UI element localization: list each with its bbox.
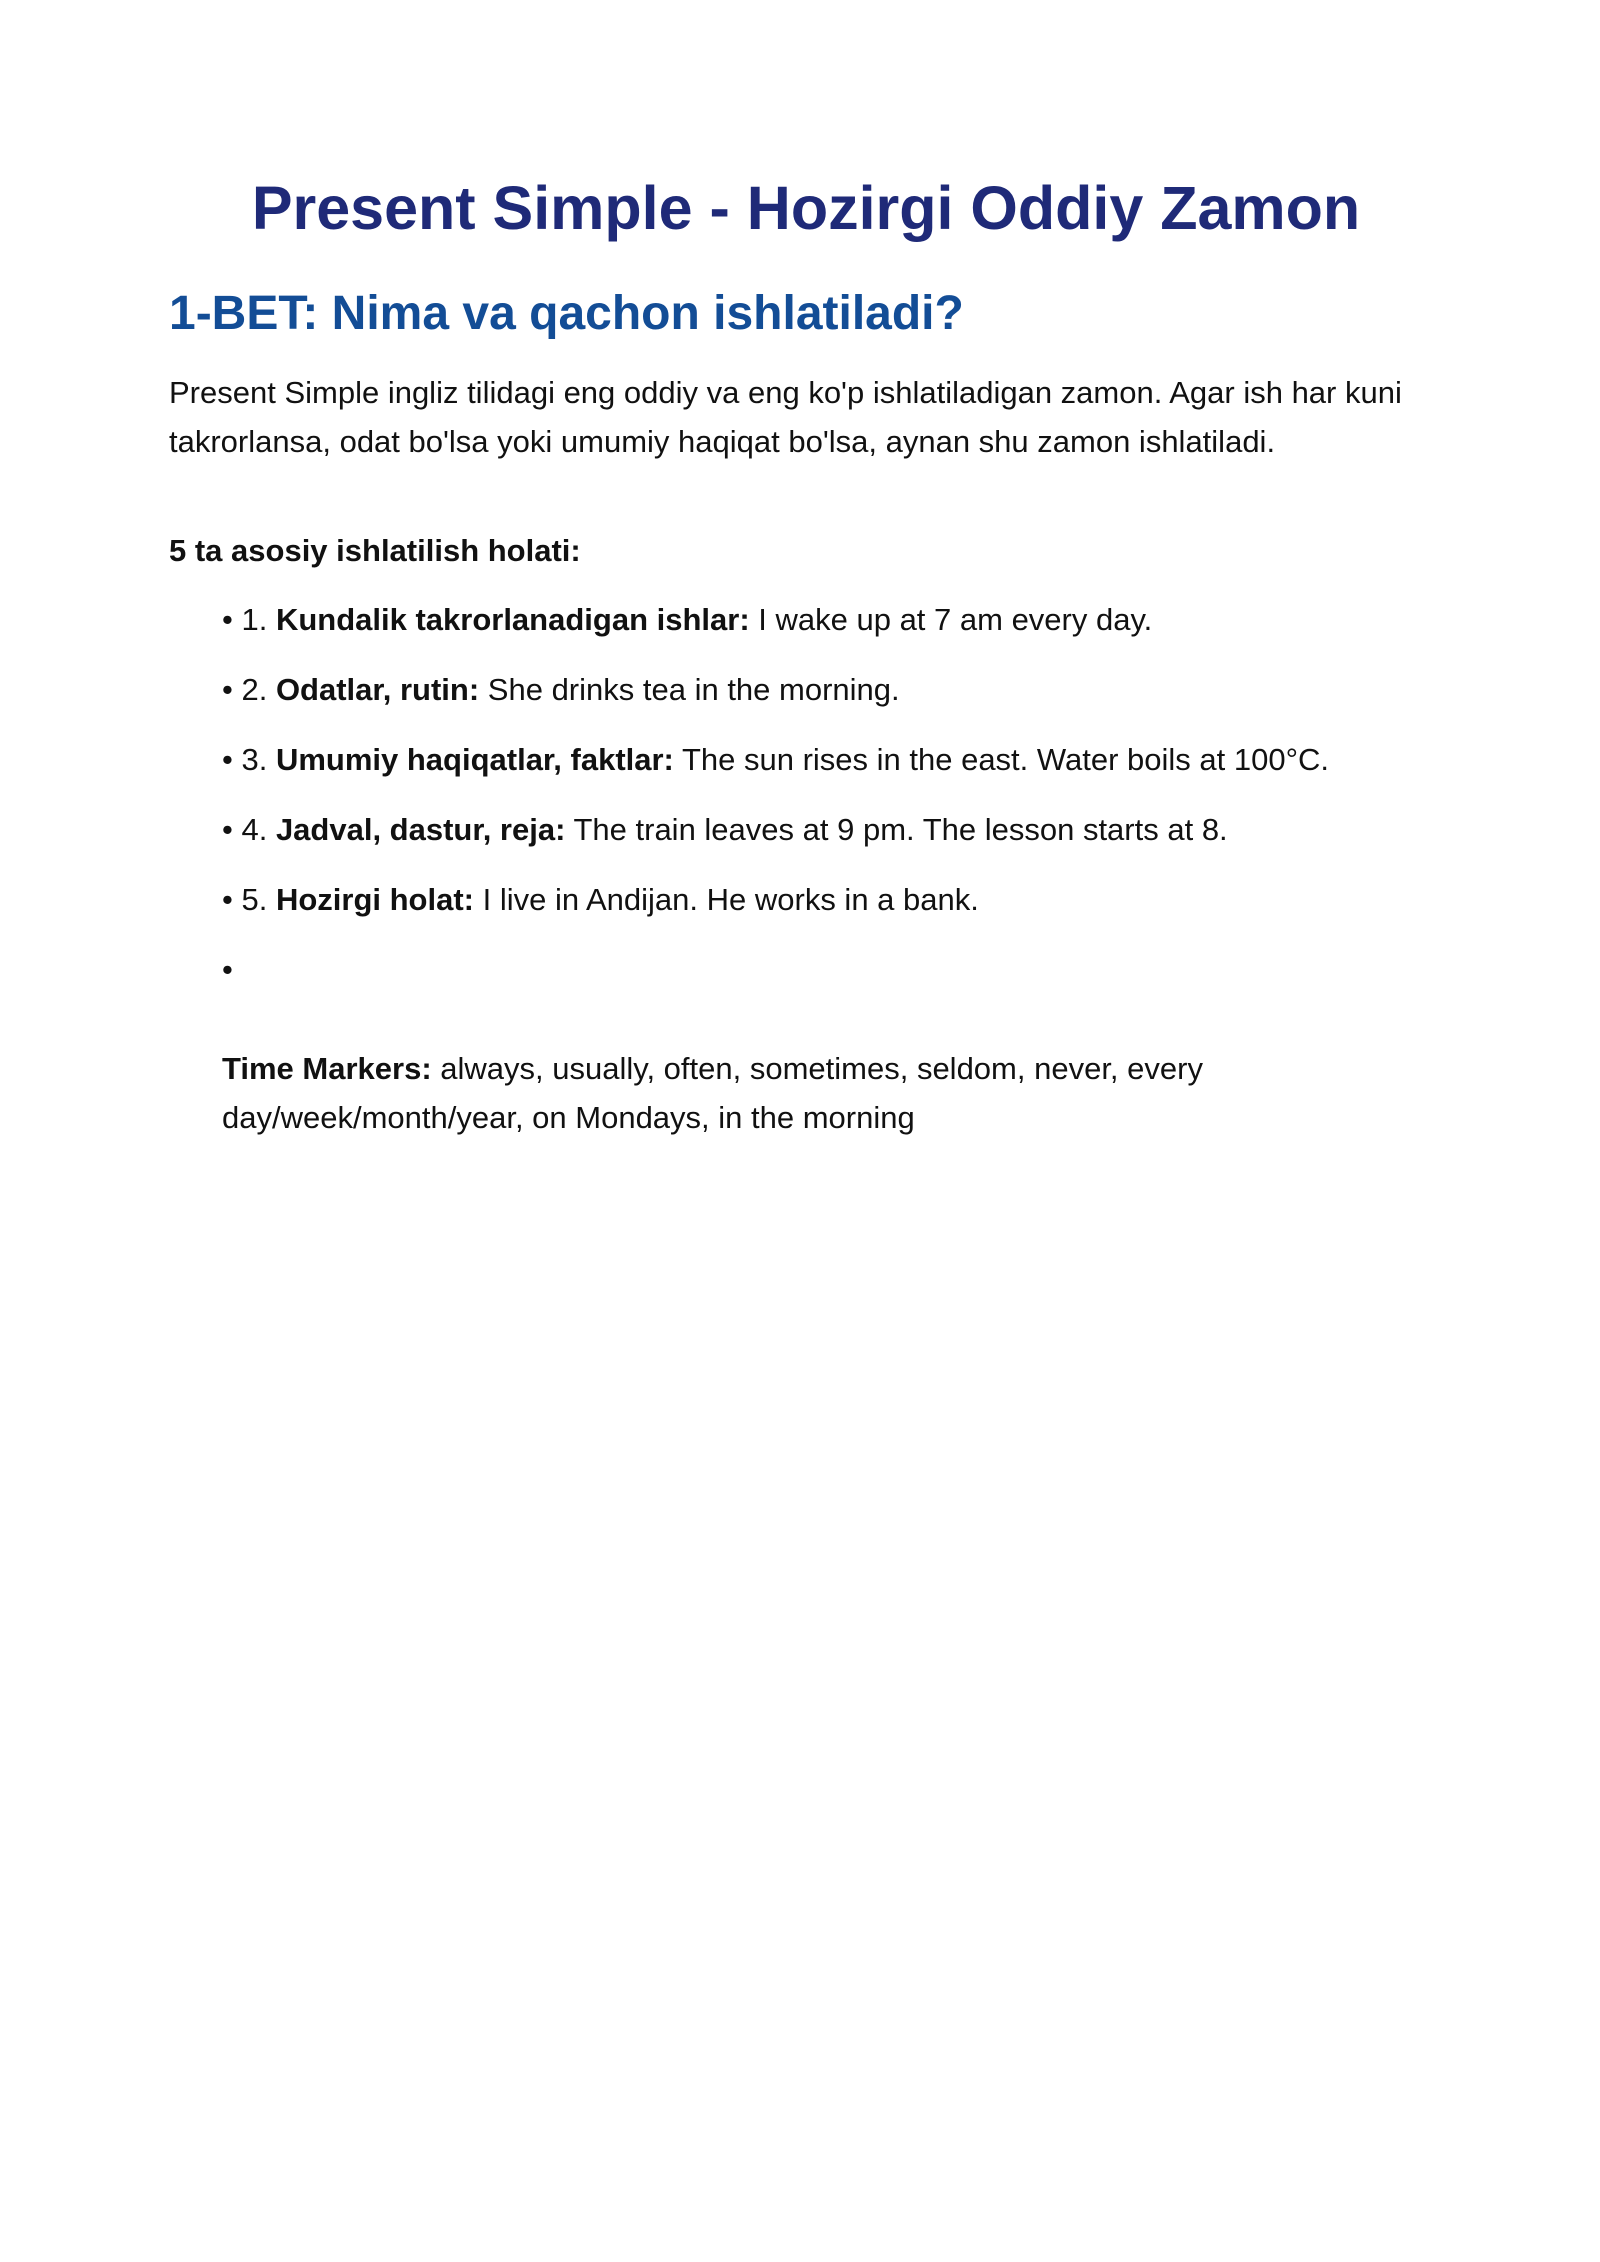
list-item <box>222 667 1522 713</box>
list-item <box>222 877 1522 923</box>
section-heading: 1-BET: Nima va qachon ishlatiladi? <box>169 287 964 340</box>
list-item <box>222 807 1522 853</box>
list-item-example: The sun rises in the east. Water boils at 100°C. <box>673 742 1329 777</box>
intro-paragraph: Present Simple ingliz tilidagi eng oddiy va eng ko'p ishlatiladigan zamon. Agar ish har kuni takrorlansa, odat bo'lsa yoki umumiy haqiqat bo'lsa, aynan shu zamon ishlatiladi. <box>169 375 1402 459</box>
list-item-bullet: • <box>222 952 233 987</box>
list-item-number: • 4. <box>222 812 276 847</box>
time-markers <box>222 1044 1322 1142</box>
list-item-example: I live in Andijan. He works in a bank. <box>473 882 979 917</box>
list-item-label: Jadval, dastur, reja: <box>275 812 566 847</box>
list-item-label: Kundalik takrorlanadigan ishlar: <box>275 602 750 637</box>
uses-list <box>222 597 1522 1017</box>
list-item-example: I wake up at 7 am every day. <box>749 602 1153 637</box>
page-title: Present Simple - Hozirgi Oddiy Zamon <box>251 174 1361 242</box>
list-item-number: • 3. <box>222 742 276 777</box>
time-markers-label: Time Markers: <box>222 1051 432 1086</box>
time-markers-text: always, usually, often, sometimes, seldom, never, every day/week/month/year, on Mondays, in the morning <box>222 1051 1203 1135</box>
list-item <box>222 737 1522 783</box>
list-item-label: Hozirgi holat: <box>275 882 474 917</box>
list-item-number: • 2. <box>222 672 276 707</box>
list-item-number: • 1. <box>222 602 276 637</box>
uses-heading: 5 ta asosiy ishlatilish holati: <box>169 533 581 568</box>
list-item-label: Umumiy haqiqatlar, faktlar: <box>275 742 674 777</box>
list-item-number: • 5. <box>222 882 276 917</box>
list-item-label: Odatlar, rutin: <box>275 672 480 707</box>
list-item-example: She drinks tea in the morning. <box>479 672 900 707</box>
list-item <box>222 597 1522 643</box>
list-item-empty <box>222 947 1522 993</box>
list-item-example: The train leaves at 9 pm. The lesson starts at 8. <box>565 812 1228 847</box>
